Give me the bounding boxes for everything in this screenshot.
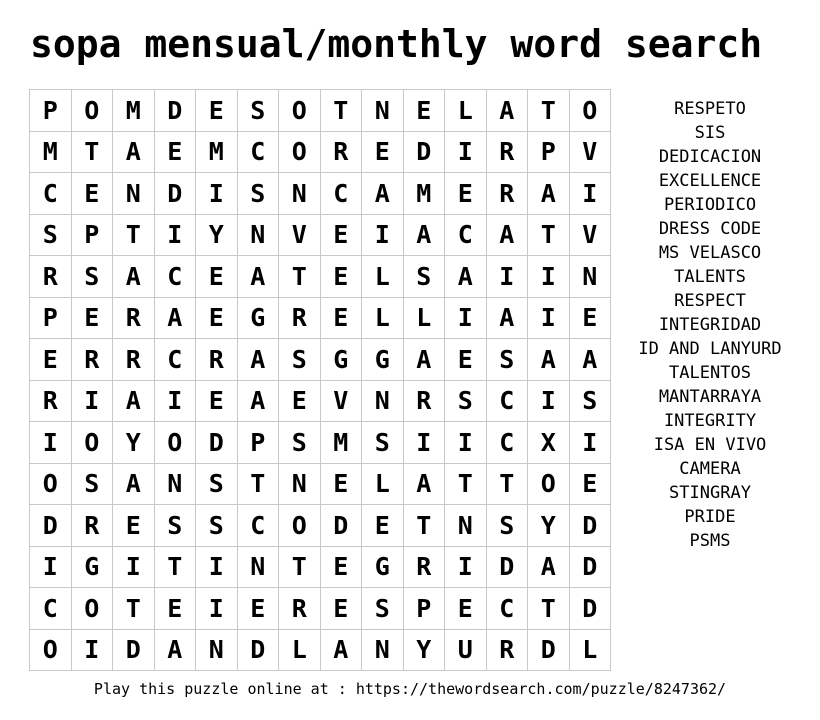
grid-cell[interactable]: D — [154, 90, 196, 132]
grid-cell[interactable]: G — [362, 339, 404, 381]
grid-cell[interactable]: D — [113, 629, 155, 671]
grid-row — [30, 588, 611, 630]
grid-cell[interactable]: S — [569, 380, 611, 422]
grid-cell[interactable]: O — [71, 422, 113, 464]
grid-cell[interactable]: R — [486, 131, 528, 173]
grid-cell[interactable]: O — [30, 629, 72, 671]
grid-cell[interactable]: I — [154, 380, 196, 422]
grid-cell[interactable]: S — [362, 588, 404, 630]
grid-cell[interactable]: R — [113, 297, 155, 339]
grid-cell[interactable]: N — [362, 380, 404, 422]
grid-cell[interactable]: I — [445, 297, 487, 339]
grid-cell[interactable]: E — [279, 380, 321, 422]
grid-cell[interactable]: T — [320, 90, 362, 132]
grid-row — [30, 339, 611, 381]
grid-cell[interactable]: D — [403, 131, 445, 173]
grid-row — [30, 256, 611, 298]
grid-cell[interactable]: I — [528, 256, 570, 298]
word-list-item: ID AND LANYURD — [638, 339, 782, 359]
grid-cell[interactable]: T — [445, 463, 487, 505]
grid-cell[interactable]: R — [30, 380, 72, 422]
grid-cell[interactable]: E — [320, 214, 362, 256]
grid-cell[interactable]: E — [320, 588, 362, 630]
grid-cell[interactable]: A — [154, 297, 196, 339]
grid-cell[interactable]: C — [486, 380, 528, 422]
grid-cell[interactable]: D — [154, 173, 196, 215]
grid-cell[interactable]: R — [279, 588, 321, 630]
grid-cell[interactable]: E — [320, 297, 362, 339]
grid-cell[interactable]: A — [528, 546, 570, 588]
grid-cell[interactable]: A — [486, 214, 528, 256]
grid-cell[interactable]: A — [486, 90, 528, 132]
grid-cell[interactable]: L — [362, 256, 404, 298]
grid-row — [30, 422, 611, 464]
grid-cell[interactable]: A — [113, 380, 155, 422]
grid-cell[interactable]: E — [196, 297, 238, 339]
grid-cell[interactable]: A — [403, 214, 445, 256]
grid-cell[interactable]: E — [113, 505, 155, 547]
grid-cell[interactable]: C — [320, 173, 362, 215]
grid-cell[interactable]: P — [403, 588, 445, 630]
grid-cell[interactable]: E — [154, 131, 196, 173]
grid-cell[interactable]: O — [30, 463, 72, 505]
grid-cell[interactable]: T — [403, 505, 445, 547]
grid-cell[interactable]: D — [486, 546, 528, 588]
grid-row — [30, 131, 611, 173]
grid-cell[interactable]: D — [569, 505, 611, 547]
grid-cell[interactable]: C — [30, 173, 72, 215]
grid-cell[interactable]: G — [71, 546, 113, 588]
grid-cell[interactable]: T — [279, 256, 321, 298]
grid-cell[interactable]: G — [320, 339, 362, 381]
grid-cell[interactable]: E — [196, 90, 238, 132]
grid-cell[interactable]: M — [403, 173, 445, 215]
grid-cell[interactable]: S — [237, 90, 279, 132]
grid-cell[interactable]: M — [30, 131, 72, 173]
grid-cell[interactable]: A — [569, 339, 611, 381]
grid-cell[interactable]: T — [113, 588, 155, 630]
grid-cell[interactable]: G — [237, 297, 279, 339]
grid-row — [30, 505, 611, 547]
word-list-item: STINGRAY — [669, 483, 751, 503]
grid-cell[interactable]: D — [569, 546, 611, 588]
grid-cell[interactable]: T — [528, 214, 570, 256]
grid-cell[interactable]: L — [569, 629, 611, 671]
grid-cell[interactable]: N — [279, 173, 321, 215]
grid-cell[interactable]: R — [71, 339, 113, 381]
grid-cell[interactable]: M — [320, 422, 362, 464]
grid-cell[interactable]: A — [528, 173, 570, 215]
grid-cell[interactable]: A — [154, 629, 196, 671]
word-list-item: RESPECT — [674, 291, 746, 311]
grid-cell[interactable]: C — [154, 339, 196, 381]
grid-cell[interactable]: C — [237, 505, 279, 547]
grid-cell[interactable]: R — [30, 256, 72, 298]
grid-cell[interactable]: E — [154, 588, 196, 630]
grid-row — [30, 463, 611, 505]
grid-cell[interactable]: I — [196, 173, 238, 215]
grid-cell[interactable]: L — [279, 629, 321, 671]
grid-row — [30, 297, 611, 339]
grid-cell[interactable]: O — [71, 90, 113, 132]
grid-cell[interactable]: S — [71, 463, 113, 505]
grid-cell[interactable]: L — [362, 463, 404, 505]
grid-cell[interactable]: E — [569, 463, 611, 505]
word-list-item: CAMERA — [679, 459, 741, 479]
grid-cell[interactable]: D — [528, 629, 570, 671]
grid-cell[interactable]: O — [528, 463, 570, 505]
grid-cell[interactable]: N — [362, 629, 404, 671]
letter-grid-body — [30, 90, 611, 671]
grid-cell[interactable]: O — [279, 131, 321, 173]
grid-row — [30, 90, 611, 132]
word-list-item: RESPETO — [674, 99, 746, 119]
grid-cell[interactable]: C — [237, 131, 279, 173]
grid-cell[interactable]: V — [569, 131, 611, 173]
grid-cell[interactable]: M — [113, 90, 155, 132]
grid-cell[interactable]: P — [237, 422, 279, 464]
grid-cell[interactable]: I — [71, 629, 113, 671]
grid-row — [30, 173, 611, 215]
word-list-item: TALENTOS — [669, 363, 751, 383]
grid-cell[interactable]: D — [569, 588, 611, 630]
grid-cell[interactable]: D — [30, 505, 72, 547]
grid-cell[interactable]: T — [528, 90, 570, 132]
grid-cell[interactable]: I — [445, 131, 487, 173]
grid-cell[interactable]: Y — [528, 505, 570, 547]
grid-cell[interactable]: S — [362, 422, 404, 464]
word-list-item: PRIDE — [684, 507, 736, 527]
grid-cell[interactable]: S — [71, 256, 113, 298]
grid-cell[interactable]: N — [569, 256, 611, 298]
grid-cell[interactable]: G — [362, 546, 404, 588]
grid-cell[interactable]: A — [320, 629, 362, 671]
grid-cell[interactable]: E — [445, 588, 487, 630]
grid-cell[interactable]: V — [279, 214, 321, 256]
word-list-item: TALENTS — [674, 267, 746, 287]
grid-cell[interactable]: R — [486, 629, 528, 671]
grid-cell[interactable]: E — [237, 588, 279, 630]
grid-cell[interactable]: R — [486, 173, 528, 215]
grid-cell[interactable]: P — [30, 297, 72, 339]
grid-cell[interactable]: T — [279, 546, 321, 588]
grid-cell[interactable]: I — [196, 546, 238, 588]
grid-cell[interactable]: I — [113, 546, 155, 588]
grid-cell[interactable]: T — [237, 463, 279, 505]
grid-cell[interactable]: P — [30, 90, 72, 132]
grid-cell[interactable]: R — [279, 297, 321, 339]
grid-cell[interactable]: S — [486, 505, 528, 547]
grid-cell[interactable]: S — [196, 505, 238, 547]
grid-cell[interactable]: E — [569, 297, 611, 339]
grid-cell[interactable]: N — [196, 629, 238, 671]
puzzle-title: sopa mensual/monthly word search — [30, 22, 763, 66]
grid-cell[interactable]: D — [196, 422, 238, 464]
grid-cell[interactable]: N — [237, 214, 279, 256]
grid-cell[interactable]: S — [237, 173, 279, 215]
grid-cell[interactable]: R — [196, 339, 238, 381]
grid-cell[interactable]: T — [486, 463, 528, 505]
grid-cell[interactable]: L — [362, 297, 404, 339]
grid-row — [30, 629, 611, 671]
grid-cell[interactable]: A — [528, 339, 570, 381]
grid-cell[interactable]: S — [279, 422, 321, 464]
word-list-item: ISA EN VIVO — [653, 435, 767, 455]
grid-cell[interactable]: E — [196, 256, 238, 298]
grid-cell[interactable]: A — [113, 463, 155, 505]
grid-cell[interactable]: E — [362, 131, 404, 173]
grid-cell[interactable]: E — [30, 339, 72, 381]
grid-cell[interactable]: C — [486, 422, 528, 464]
grid-cell[interactable]: X — [528, 422, 570, 464]
grid-cell[interactable]: I — [30, 422, 72, 464]
grid-cell[interactable]: P — [71, 214, 113, 256]
word-list — [630, 97, 790, 553]
grid-cell[interactable]: C — [30, 588, 72, 630]
grid-cell[interactable]: S — [445, 380, 487, 422]
grid-cell[interactable]: C — [154, 256, 196, 298]
grid-cell[interactable]: A — [113, 131, 155, 173]
grid-cell[interactable]: I — [196, 588, 238, 630]
grid-cell[interactable]: I — [569, 173, 611, 215]
grid-cell[interactable]: E — [71, 297, 113, 339]
grid-cell[interactable]: E — [196, 380, 238, 422]
grid-cell[interactable]: C — [445, 214, 487, 256]
grid-cell[interactable]: N — [362, 90, 404, 132]
grid-cell[interactable]: V — [569, 214, 611, 256]
grid-cell[interactable]: I — [486, 256, 528, 298]
word-list-item: DEDICACION — [658, 147, 762, 167]
footer-link-text: Play this puzzle online at : https://thewordsearch.com/puzzle/8247362/ — [93, 680, 727, 698]
word-list-item: SIS — [694, 123, 726, 143]
grid-cell[interactable]: O — [569, 90, 611, 132]
word-list-item: MANTARRAYA — [658, 387, 762, 407]
grid-cell[interactable]: S — [154, 505, 196, 547]
grid-cell[interactable]: V — [320, 380, 362, 422]
grid-cell[interactable]: A — [403, 463, 445, 505]
word-list-item: DRESS CODE — [658, 219, 762, 239]
grid-cell[interactable]: Y — [113, 422, 155, 464]
grid-cell[interactable]: I — [71, 380, 113, 422]
grid-cell[interactable]: S — [30, 214, 72, 256]
grid-cell[interactable]: T — [528, 588, 570, 630]
grid-cell[interactable]: L — [445, 90, 487, 132]
word-list-item: EXCELLENCE — [658, 171, 762, 191]
grid-cell[interactable]: R — [403, 546, 445, 588]
grid-cell[interactable]: I — [528, 297, 570, 339]
grid-cell[interactable]: I — [30, 546, 72, 588]
grid-cell[interactable]: E — [445, 339, 487, 381]
grid-cell[interactable]: S — [403, 256, 445, 298]
grid-cell[interactable]: I — [362, 214, 404, 256]
grid-cell[interactable]: A — [113, 256, 155, 298]
grid-cell[interactable]: A — [486, 297, 528, 339]
grid-cell[interactable]: N — [113, 173, 155, 215]
grid-cell[interactable]: M — [196, 131, 238, 173]
grid-cell[interactable]: E — [362, 505, 404, 547]
grid-cell[interactable]: R — [71, 505, 113, 547]
grid-cell[interactable]: Y — [403, 629, 445, 671]
grid-cell[interactable]: O — [279, 90, 321, 132]
grid-cell[interactable]: Y — [196, 214, 238, 256]
grid-cell[interactable]: S — [279, 339, 321, 381]
grid-cell[interactable]: T — [113, 214, 155, 256]
grid-cell[interactable]: A — [362, 173, 404, 215]
word-list-item: INTEGRIDAD — [658, 315, 762, 335]
grid-cell[interactable]: L — [403, 297, 445, 339]
grid-cell[interactable]: T — [154, 546, 196, 588]
grid-cell[interactable]: P — [528, 131, 570, 173]
grid-row — [30, 214, 611, 256]
grid-cell[interactable]: T — [71, 131, 113, 173]
grid-cell[interactable]: I — [154, 214, 196, 256]
grid-cell[interactable]: E — [403, 90, 445, 132]
grid-cell[interactable]: D — [320, 505, 362, 547]
grid-cell[interactable]: A — [237, 256, 279, 298]
grid-cell[interactable]: A — [445, 256, 487, 298]
grid-row — [30, 546, 611, 588]
grid-cell[interactable]: I — [569, 422, 611, 464]
grid-cell[interactable]: I — [528, 380, 570, 422]
grid-cell[interactable]: R — [320, 131, 362, 173]
grid-cell[interactable]: U — [445, 629, 487, 671]
grid-cell[interactable]: A — [403, 339, 445, 381]
grid-cell[interactable]: A — [237, 380, 279, 422]
grid-cell[interactable]: O — [71, 588, 113, 630]
word-list-item: MS VELASCO — [658, 243, 762, 263]
grid-cell[interactable]: E — [320, 546, 362, 588]
grid-cell[interactable]: O — [279, 505, 321, 547]
grid-cell[interactable]: A — [237, 339, 279, 381]
grid-cell[interactable]: E — [445, 173, 487, 215]
grid-cell[interactable]: R — [403, 380, 445, 422]
grid-cell[interactable]: N — [154, 463, 196, 505]
grid-cell[interactable]: N — [445, 505, 487, 547]
grid-cell[interactable]: S — [486, 339, 528, 381]
grid-cell[interactable]: C — [486, 588, 528, 630]
grid-cell[interactable]: I — [445, 422, 487, 464]
grid-cell[interactable]: D — [237, 629, 279, 671]
grid-cell[interactable]: S — [196, 463, 238, 505]
grid-cell[interactable]: E — [71, 173, 113, 215]
grid-cell[interactable]: E — [320, 256, 362, 298]
grid-cell[interactable]: R — [113, 339, 155, 381]
word-list-item: PSMS — [689, 531, 731, 551]
grid-cell[interactable]: N — [237, 546, 279, 588]
letter-grid — [29, 89, 611, 671]
word-list-item: INTEGRITY — [663, 411, 757, 431]
grid-cell[interactable]: O — [154, 422, 196, 464]
grid-cell[interactable]: N — [279, 463, 321, 505]
grid-cell[interactable]: I — [403, 422, 445, 464]
grid-row — [30, 380, 611, 422]
word-list-item: PERIODICO — [663, 195, 757, 215]
grid-cell[interactable]: E — [320, 463, 362, 505]
grid-cell[interactable]: I — [445, 546, 487, 588]
